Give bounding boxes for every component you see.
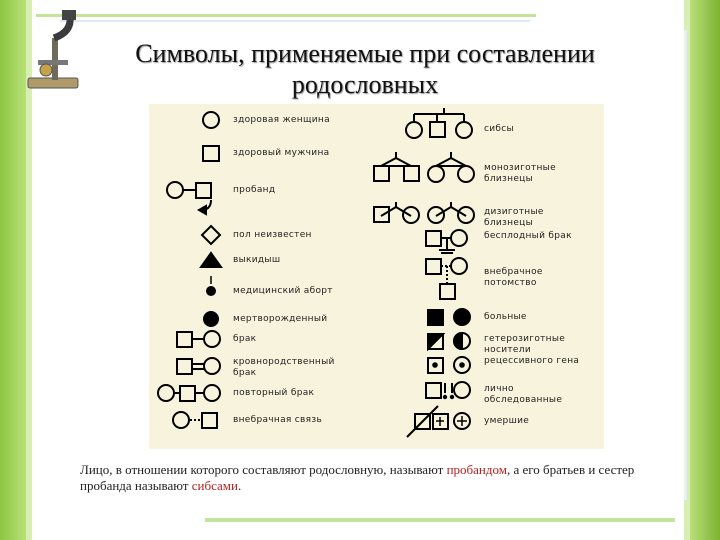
top-decor-line-2: [60, 20, 530, 22]
symbol-healthy-man: [203, 146, 219, 161]
bottom-decor-line: [205, 518, 675, 522]
label-marriage: брак: [233, 334, 257, 344]
top-decor-line: [36, 14, 536, 17]
label-childless-marriage: бесплодный брак: [484, 231, 572, 241]
symbol-healthy-woman: [203, 112, 219, 128]
label-examined: лично обследованные: [484, 384, 563, 405]
symbol-marriage: [177, 331, 220, 347]
symbol-childless-marriage: [426, 230, 467, 253]
label-extramarital-offspring: внебрачное потомство: [484, 267, 543, 288]
symbol-extramarital-offspring: [426, 258, 467, 299]
symbol-consanguineous-marriage: [177, 358, 220, 374]
right-green-bar: [690, 0, 720, 540]
label-extramarital: внебрачная связь: [233, 415, 323, 425]
caption-proband-term: пробандом: [446, 462, 507, 477]
symbol-repeat-marriage: [158, 385, 220, 401]
label-consanguineous-marriage: кровнородственный брак: [233, 357, 335, 378]
legend-panel: [149, 104, 604, 449]
left-green-bar: [0, 0, 26, 540]
title-line-2: родословных: [291, 70, 439, 99]
symbol-extramarital: [173, 412, 217, 428]
right-decor-line: [684, 30, 687, 500]
label-sex-unknown: пол неизвестен: [233, 230, 312, 240]
symbol-monozygotic-twins: [374, 152, 474, 182]
label-stillborn: мертворожденный: [233, 314, 328, 324]
label-affected: больные: [484, 312, 527, 322]
page-title: [80, 38, 650, 100]
label-deceased: умершие: [484, 416, 530, 426]
caption-text-1: Лицо, в отношении которого составляют родословную, называют: [80, 462, 447, 477]
label-repeat-marriage: повторный брак: [233, 388, 315, 398]
label-medical-abortion: медицинский аборт: [233, 286, 333, 296]
symbol-medical-abortion: [207, 276, 215, 295]
symbol-sex-unknown: [202, 226, 220, 244]
label-healthy-man: здоровый мужчина: [233, 148, 330, 158]
symbol-heterozygous-carriers: [428, 333, 470, 373]
symbol-stillborn: [204, 312, 218, 326]
caption-text-3: .: [237, 478, 242, 493]
label-dizygotic-twins: дизиготные близнецы: [484, 207, 544, 228]
caption-text-2: , а его братьев и сестер пробанда называют: [80, 462, 635, 493]
symbol-examined: [426, 382, 470, 398]
label-miscarriage: выкидыш: [233, 255, 281, 265]
caption-sibs-term: сибсами: [191, 478, 238, 493]
symbol-dizygotic-twins: [374, 202, 474, 223]
symbol-deceased: [407, 406, 470, 437]
label-heterozygous-carriers: гетерозиготные носители рецессивного гена: [484, 334, 580, 366]
symbol-affected: [428, 309, 470, 325]
label-healthy-woman: здоровая женщина: [233, 115, 330, 125]
label-proband: пробанд: [233, 185, 276, 195]
symbol-siblings: [406, 108, 472, 138]
label-monozygotic-twins: монозиготные близнецы: [484, 163, 556, 184]
label-siblings: сибсы: [484, 124, 514, 134]
title-line-1: Символы, применяемые при составлении: [135, 39, 595, 68]
caption: [80, 462, 660, 494]
symbol-miscarriage: [201, 253, 221, 267]
symbol-proband: [167, 182, 211, 214]
